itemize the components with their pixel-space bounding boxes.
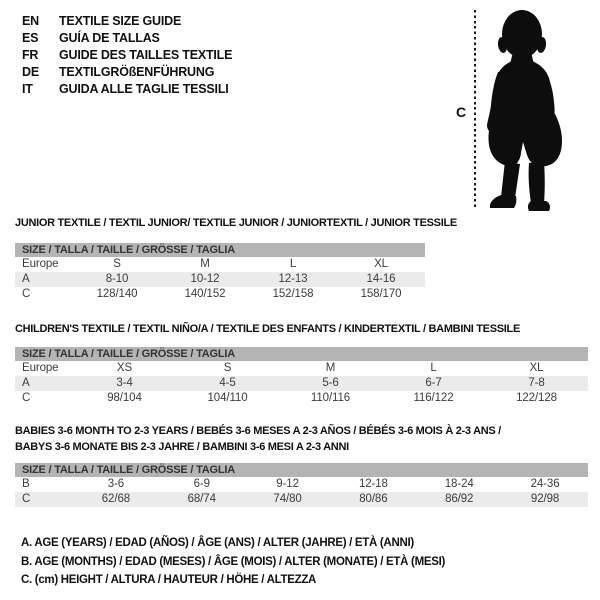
language-code: DE	[22, 65, 39, 79]
table-cell: 80/86	[359, 493, 388, 505]
language-row	[22, 13, 232, 30]
table-cell: 10-12	[190, 272, 220, 285]
table-cell: 110/116	[310, 391, 351, 404]
row-label: C	[22, 391, 31, 404]
table-row	[15, 391, 588, 406]
table-cell: 104/110	[207, 391, 248, 404]
table-cell: 4-5	[219, 376, 236, 389]
table-cell: 62/68	[101, 493, 131, 505]
table-cell: 116/122	[413, 391, 454, 404]
row-label: Europe	[22, 257, 59, 270]
section-junior-textile	[15, 216, 457, 302]
table-cell: 98/104	[107, 391, 142, 404]
section-title-line: BABYS 3-6 MONATE BIS 2-3 JAHRE / BAMBINI 3-6 MESI A 2-3 ANNI	[15, 440, 349, 453]
table-cell: 18-24	[444, 478, 474, 490]
section-children-textile	[15, 322, 588, 406]
table-cell: 122/128	[516, 391, 557, 404]
table-cell: S	[223, 361, 232, 374]
language-title: GUÍA DE TALLAS	[59, 31, 160, 45]
section-babies-textile	[15, 424, 588, 507]
table-cell: L	[430, 361, 437, 374]
height-dashed-line	[474, 10, 476, 208]
children-size-table	[15, 347, 588, 406]
baby-silhouette-icon	[487, 6, 587, 216]
language-title: GUIDA ALLE TAGLIE TESSILI	[59, 82, 229, 96]
table-cell: 86/92	[445, 493, 474, 505]
footnote-b: B. AGE (MONTHS) / EDAD (MESES) / ÂGE (MOIS) / ALTER (MONATE) / ETÀ (MESI)	[21, 555, 446, 568]
footnotes	[21, 534, 445, 590]
language-code: IT	[22, 82, 33, 96]
table-cell: 12-18	[358, 478, 388, 490]
section-title-line: CHILDREN'S TEXTILE / TEXTIL NIÑO/A / TEXTILE DES ENFANTS / KINDERTEXTIL / BAMBINI TESSILE	[15, 323, 520, 335]
table-cell: 14-16	[366, 272, 396, 285]
language-row	[22, 64, 232, 81]
table-cell: 8-10	[105, 272, 129, 285]
table-cell: 92/98	[530, 493, 560, 505]
junior-size-table	[15, 243, 425, 302]
language-row	[22, 81, 232, 98]
table-cell: 6-7	[425, 376, 442, 389]
table-header-row: SIZE / TALLA / TAILLE / GRÖSSE / TAGLIA	[15, 463, 588, 477]
table-row	[15, 477, 588, 492]
table-cell: M	[200, 257, 210, 270]
row-label: C	[22, 287, 31, 300]
language-code: ES	[22, 31, 39, 45]
table-cell: 5-6	[322, 376, 339, 389]
row-label: A	[22, 376, 30, 389]
table-row	[15, 376, 588, 391]
section-title	[15, 424, 588, 455]
section-title	[15, 216, 457, 232]
table-cell: S	[113, 257, 121, 270]
row-label: C	[22, 493, 31, 505]
table-cell: 6-9	[193, 478, 210, 490]
table-cell: XL	[374, 257, 388, 270]
table-row	[15, 492, 588, 507]
section-title-line: JUNIOR TEXTILE / TEXTIL JUNIOR/ TEXTILE JUNIOR / JUNIORTEXTIL / JUNIOR TESSILE	[15, 217, 457, 229]
table-row	[15, 287, 425, 302]
table-row	[15, 272, 425, 287]
footnote-c: C. (cm) HEIGHT / ALTURA / HAUTEUR / HÖHE / ALTEZZA	[21, 574, 317, 586]
row-label: B	[22, 478, 30, 490]
babies-size-table	[15, 463, 588, 507]
table-cell: 68/74	[187, 493, 216, 505]
section-title	[15, 322, 588, 338]
language-code: EN	[22, 14, 39, 28]
language-title: GUIDE DES TAILLES TEXTILE	[59, 48, 233, 62]
language-code: FR	[22, 48, 39, 62]
table-row	[15, 361, 588, 376]
table-cell: 128/140	[96, 287, 138, 300]
section-title-line: BABIES 3-6 MONTH TO 2-3 YEARS / BEBÉS 3-6 MESES A 2-3 AÑOS / BÉBÉS 3-6 MOIS À 2-3 ANS /	[15, 425, 501, 437]
table-cell: 140/152	[184, 287, 226, 300]
table-row	[15, 257, 425, 272]
table-cell: XL	[529, 361, 544, 374]
table-cell: 74/80	[273, 493, 302, 505]
language-title: TEXTILGRÖßENFÜHRUNG	[59, 65, 215, 79]
row-label: Europe	[22, 361, 59, 374]
table-cell: XS	[116, 361, 133, 374]
table-cell: M	[325, 361, 336, 374]
table-header-row: SIZE / TALLA / TAILLE / GRÖSSE / TAGLIA	[15, 243, 425, 257]
language-list	[22, 13, 232, 98]
height-marker-label: C	[456, 104, 467, 120]
language-title: TEXTILE SIZE GUIDE	[59, 14, 182, 28]
footnote-a: A. AGE (YEARS) / EDAD (AÑOS) / ÂGE (ANS) / ALTER (JAHRE) / ETÀ (ANNI)	[21, 537, 414, 549]
row-label: A	[22, 272, 30, 285]
table-cell: 12-13	[278, 272, 308, 285]
table-cell: 9-12	[276, 478, 299, 490]
table-header-row: SIZE / TALLA / TAILLE / GRÖSSE / TAGLIA	[15, 347, 588, 361]
table-cell: 7-8	[528, 376, 545, 389]
language-row	[22, 47, 232, 64]
language-row	[22, 30, 232, 47]
table-cell: 24-36	[530, 478, 560, 490]
table-cell: L	[289, 257, 297, 270]
table-cell: 3-6	[107, 478, 125, 490]
table-cell: 158/170	[360, 287, 402, 300]
table-cell: 3-4	[116, 376, 133, 389]
table-cell: 152/158	[272, 287, 314, 300]
